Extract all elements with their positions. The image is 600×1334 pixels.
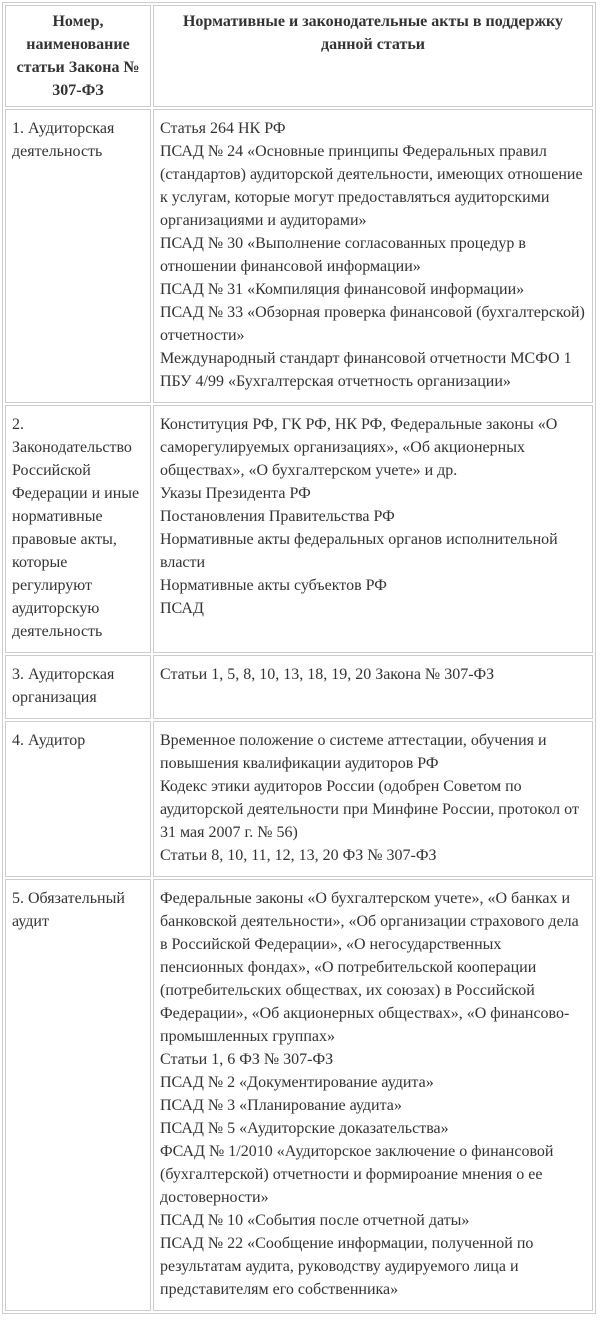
act-line: Временное положение о системе аттестации, обучения и повышения квалификации аудиторов РФ: [160, 732, 547, 772]
table-row: [5, 655, 593, 719]
act-line: Статьи 8, 10, 11, 12, 13, 20 ФЗ № 307-ФЗ: [160, 847, 437, 864]
acts-cell: [153, 721, 593, 877]
act-line: ПБУ 4/99 «Бухгалтерская отчетность организации»: [160, 373, 511, 390]
regulations-table: [2, 2, 596, 1314]
table-row: [5, 109, 593, 403]
acts-cell: [153, 405, 593, 653]
table-row: [5, 721, 593, 877]
act-line: ПСАД № 24 «Основные принципы Федеральных правил (стандартов) аудиторской деятельности, имеющих отношение к услугам, которые могут предоставляться аудиторскими организациями и аудиторами»: [160, 143, 583, 229]
act-line: ПСАД № 30 «Выполнение согласованных процедур в отношении финансовой информации»: [160, 235, 526, 275]
header-article-column: Номер, наименование статьи Закона № 307-ФЗ: [5, 5, 151, 107]
act-line: Нормативные акты субъектов РФ: [160, 577, 387, 594]
act-line: Статьи 1, 6 ФЗ № 307-ФЗ: [160, 1051, 334, 1068]
acts-cell: [153, 655, 593, 719]
act-line: ПСАД № 33 «Обзорная проверка финансовой (бухгалтерской) отчетности»: [160, 304, 585, 344]
act-line: ПСАД № 10 «События после отчетной даты»: [160, 1212, 470, 1229]
act-line: ПСАД: [160, 600, 204, 617]
table-row: [5, 879, 593, 1311]
article-cell: 3. Аудиторская организация: [5, 655, 151, 719]
act-line: Статьи 1, 5, 8, 10, 13, 18, 19, 20 Закона № 307-ФЗ: [160, 666, 495, 683]
act-line: Статья 264 НК РФ: [160, 120, 286, 137]
act-line: ПСАД № 5 «Аудиторские доказательства»: [160, 1120, 449, 1137]
act-line: ФСАД № 1/2010 «Аудиторское заключение о финансовой (бухгалтерской) отчетности и формироание мнения о ее достоверности»: [160, 1143, 554, 1206]
act-line: Федеральные законы «О бухгалтерском учете», «О банках и банковской деятельности», «Об организации страхового дела в Российской Федерации», «О негосударственных пенсионных фондах», «О потребительской кооперации (потребительских обществах, их союзах) в Российской Федерации», «Об акционерных обществах», «О финансово-промышленных группах»: [160, 890, 579, 1045]
act-line: Нормативные акты федеральных органов исполнительной власти: [160, 531, 558, 571]
header-row: [5, 5, 593, 107]
act-line: Международный стандарт финансовой отчетности МСФО 1: [160, 350, 572, 367]
table-row: [5, 405, 593, 653]
article-cell: 1. Аудиторская деятельность: [5, 109, 151, 403]
header-acts-column: Нормативные и законодательные акты в поддержку данной статьи: [153, 5, 593, 107]
acts-cell: [153, 109, 593, 403]
act-line: Постановления Правительства РФ: [160, 508, 395, 525]
article-cell: 4. Аудитор: [5, 721, 151, 877]
act-line: Конституция РФ, ГК РФ, НК РФ, Федеральные законы «О саморегулируемых организациях», «Об акционерных обществах», «О бухгалтерском учете» и др.: [160, 416, 558, 479]
article-cell: 2. Законодательство Российской Федерации и иные нормативные правовые акты, которые регулируют аудиторскую деятельность: [5, 405, 151, 653]
acts-cell: [153, 879, 593, 1311]
article-cell: 5. Обязательный аудит: [5, 879, 151, 1311]
act-line: ПСАД № 2 «Документирование аудита»: [160, 1074, 434, 1091]
act-line: Кодекс этики аудиторов России (одобрен Советом по аудиторской деятельности при Минфине России, протокол от 31 мая 2007 г. № 56): [160, 778, 579, 841]
act-line: ПСАД № 31 «Компиляция финансовой информации»: [160, 281, 525, 298]
act-line: ПСАД № 22 «Сообщение информации, полученной по результатам аудита, руководству аудируемого лица и представителям его собственника»: [160, 1235, 534, 1298]
act-line: Указы Президента РФ: [160, 485, 311, 502]
act-line: ПСАД № 3 «Планирование аудита»: [160, 1097, 402, 1114]
